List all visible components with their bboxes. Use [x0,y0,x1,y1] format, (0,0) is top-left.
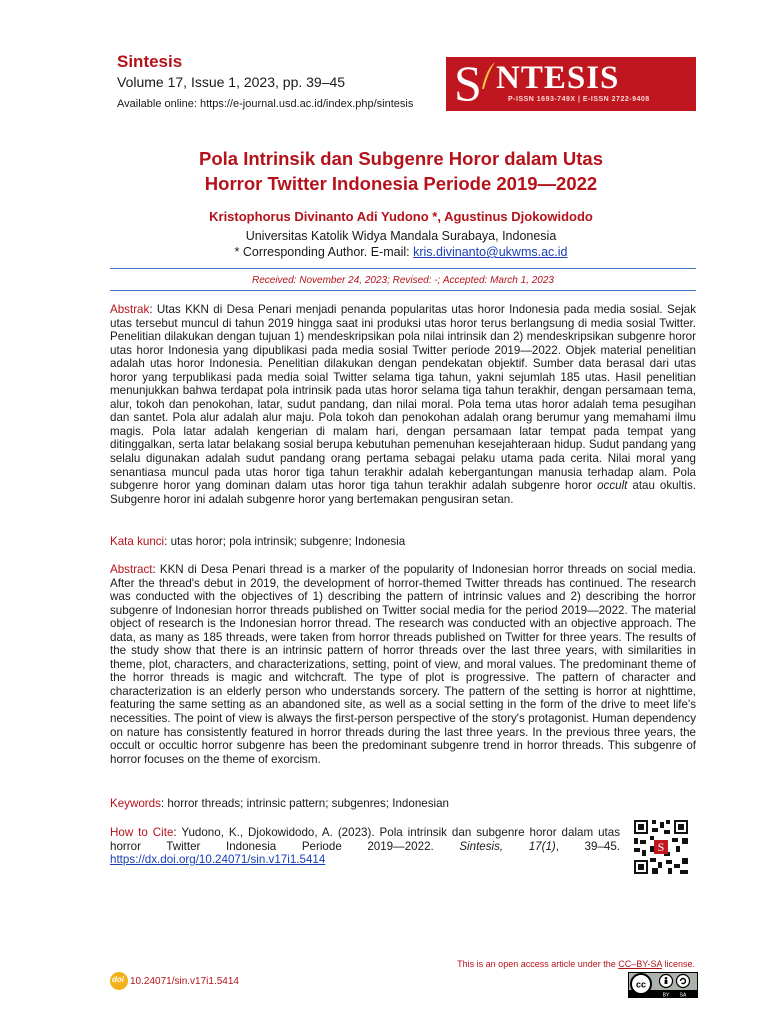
svg-text:BY: BY [662,992,670,998]
cite-label: How to Cite [110,826,174,839]
doi-icon [110,972,128,990]
svg-text:cc: cc [635,979,647,990]
kata-kunci-label: Kata kunci [110,535,165,548]
divider-top [110,268,696,269]
doi-badge-text: doi [112,975,124,984]
svg-text:S: S [657,840,665,854]
article-title [117,146,685,196]
online-url: Available online: https://e-journal.usd.ac.id/index.php/sintesis [117,98,414,110]
footer-doi [110,970,239,992]
cite-journal: Sintesis, 17(1) [459,839,556,853]
quill-icon [479,61,497,91]
keywords-text: : horror threads; intrinsic pattern; subgenres; Indonesian [160,797,449,810]
journal-name: Sintesis [117,52,183,71]
abstrak-text-1: : Utas KKN di Desa Penari menjadi penanda popularitas utas horor Indonesia pada media sosial. Sejak utas tersebut muncul di tahun 2019 hingga saat ini produksi utas horor terus berlangsung di media sosial Twitter. Penelitian dilakukan dengan tujuan 1) mendeskripsikan pola nilai intrinsik dan 2) mendeskripsikan subgenre horor utas horor Indonesia yang dipublikasi pada media sosial Twitter periode 2019—2022. Objek material penelitian adalah utas horor Indonesia. Penelitian dilakukan dengan pendekatan objektif. Sumber data berasal dari utas horor yang terpublikasi pada media soial Twitter selama tiga tahun, yakni sejumlah 185 utas. Hasil penelitian menunjukkan bahwa terdapat pola intrinsik pada utas horor selama tiga tahun terakhir, dengan persamaan tema, alur, tokoh dan penokohan, latar, sudut pandang, dan nilai moral. Pola tema utas horor adalah tema pesugihan dan santet. Pola alur adalah alur maju. Pola tokoh dan penokohan adalah orang berumur yang memahami ilmu magis. Pola latar adalah kengerian di malam hari, dengan persamaan latar tempat pada tempat yang ditinggalkan, serta latar belakang sosial berupa kebutuhan pemenuhan kesejahteraan hidup. Sudut pandang yang selalu digunakan adalah sudut pandang orang pertama sebagai pelaku utama pada cerita. Nilai moral yang senantiasa muncul pada utas horor tiga tahun terakhir adalah kebergantungan manusia terhadap alam. Pola subgenre horor yang dominan dalam utas horor tiga tahun terakhir adalah subgenre horor [110,303,696,493]
abstrak-paragraph [110,303,696,506]
abstract-text: : KKN di Desa Penari thread is a marker of the popularity of Indonesian horror threads on social media. After the thread's debut in 2019, the development of horror-themed Twitter threads has continued. The research was conducted with the objectives of 1) describing the pattern of intrinsic values and 2) describing the horror subgenre of Indonesian horror threads published on Twitter social media for the period 2019—2022. The material object of research is the Indonesian horror thread. The research was conducted with an objective approach. The data, as many as 185 threads, were taken from horror threads published on Twitter for three years. The results of the study show that there is an intrinsic pattern of horror threads over the last three years, with similarities in theme, plot, characters, and characterizations, setting, point of view, and moral values. The predominant theme of the horror threads is magic and witchcraft. The type of plot is progressive. The pattern of character and characterization is an elderly person who understands sorcery. The pattern of the setting is horror at nighttime, featuring the same setting as an abandoned site, as well as a social setting in the form of the drive to meet life's necessities. The point of view is always the first-person perspective of the story's protagonist. Human dependency on nature has consistently featured in horror threads during the last three years. In the previous three years, the occult or occultic horror subgenre has been the predominant subgenre trend in horror threads. This subgenre of horror focuses on the theme of exorcism. [110,563,696,766]
journal-header [117,52,447,111]
abstract-label: Abstract [110,563,153,576]
volume-info: Volume 17, Issue 1, 2023, pp. 39–45 [117,74,346,90]
corresponding-label: * Corresponding Author. E-mail: [234,245,414,259]
footer-doi-text[interactable]: 10.24071/sin.v17i1.5414 [130,975,239,987]
license-notice [400,959,695,969]
how-to-cite [110,826,620,867]
kata-kunci [110,535,696,549]
title-line-2: Horror Twitter Indonesia Periode 2019—2022 [204,173,598,194]
keywords-label: Keywords [110,797,161,810]
keywords [110,797,696,811]
cc-by-sa-badge-icon[interactable] [628,972,698,998]
affiliation: Universitas Katolik Widya Mandala Surabaya, Indonesia [245,229,557,243]
abstract-paragraph [110,563,696,766]
cite-pages: , 39–45. [555,839,621,853]
doi-link[interactable]: https://dx.doi.org/10.24071/sin.v17i1.5414 [110,853,326,867]
license-before: This is an open access article under the [457,959,619,969]
abstrak-label: Abstrak [110,303,150,316]
title-line-1: Pola Intrinsik dan Subgenre Horor dalam Utas [198,148,603,169]
license-after: license. [661,959,695,969]
logo-letter-s: S [454,57,482,111]
abstrak-text-2: atau okultis. Subgenre horor ini adalah subgenre horor yang bertemakan pengusiran setan. [110,479,697,506]
svg-text:SA: SA [679,992,687,998]
issn-line: P-ISSN 1693-749X | E-ISSN 2722-9408 [508,96,650,103]
authors: Kristophorus Divinanto Adi Yudono *, Agustinus Djokowidodo [209,209,593,224]
article-dates: Received: November 24, 2023; Revised: -; Accepted: March 1, 2023 [251,275,554,286]
journal-logo-banner [446,57,696,111]
license-link[interactable]: CC–BY-SA [618,959,662,969]
email-link[interactable]: kris.divinanto@ukwms.ac.id [413,245,568,259]
logo-wordmark: NTESIS [496,60,620,96]
cite-text: : Yudono, K., Djokowidodo, A. (2023). Pola intrinsik dan subgenre horor dalam utas horror Twitter Indonesia Periode 2019—2022. [110,826,620,853]
qr-code-icon[interactable] [634,820,688,874]
abstrak-italic: occult [597,479,628,493]
kata-kunci-text: : utas horor; pola intrinsik; subgenre; Indonesia [164,535,406,548]
divider-bottom [110,290,696,291]
corresponding-author [117,244,685,260]
